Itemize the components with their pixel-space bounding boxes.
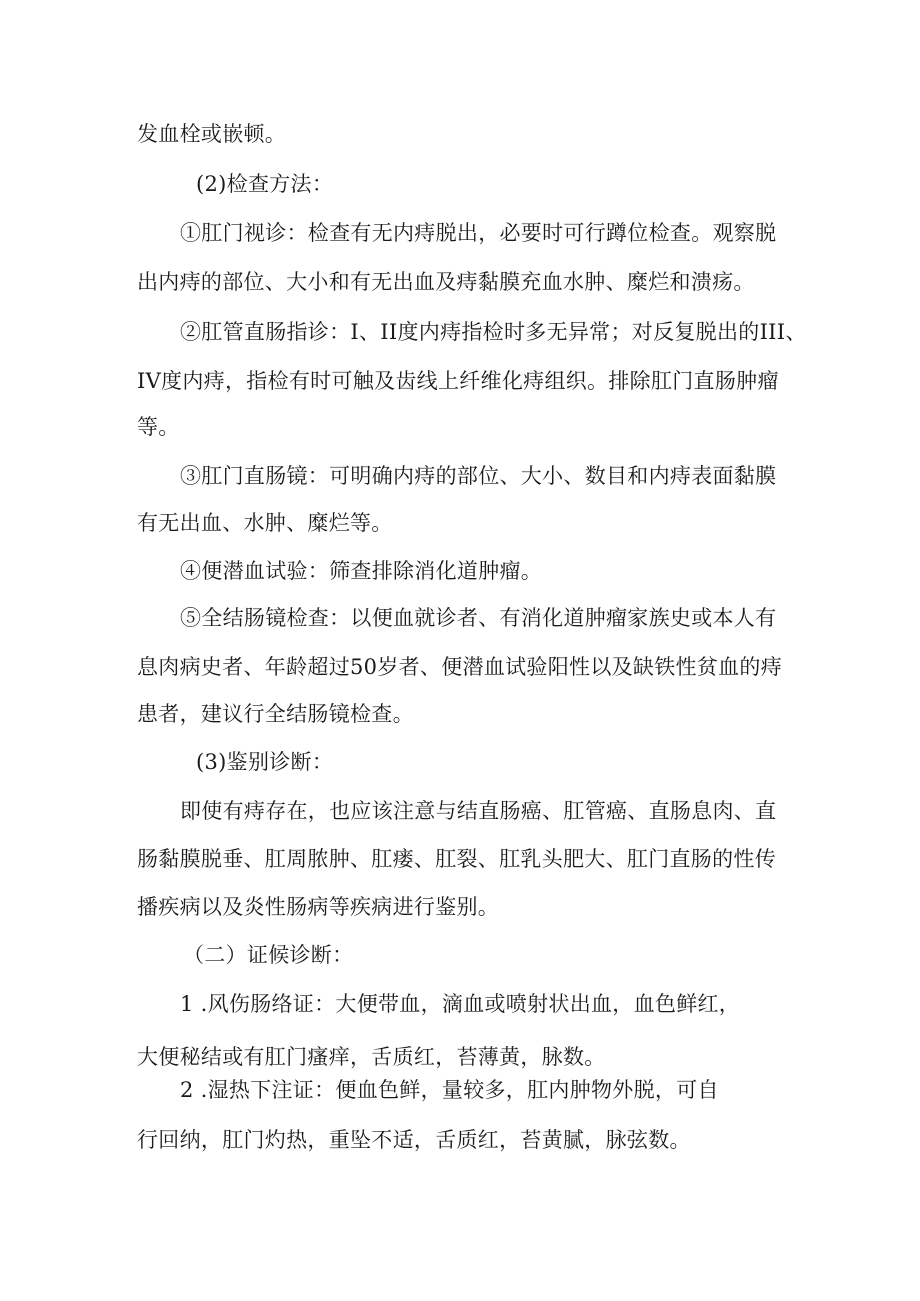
text-line: 出内痔的部位、大小和有无出血及痔黏膜充血水肿、糜烂和溃疡。: [137, 270, 755, 294]
text-line: 等。: [137, 415, 180, 439]
text-line: 大便秘结或有肛门瘙痒，舌质红，苔薄黄，脉数。: [137, 1045, 606, 1069]
text-line: IV度内痔，指检有时可触及齿线上纤维化痔组织。排除肛门直肠肿瘤: [137, 369, 779, 393]
text-line: 肠黏膜脱垂、肛周脓肿、肛瘘、肛裂、肛乳头肥大、肛门直肠的性传: [137, 847, 776, 871]
text-line: 行回纳，肛门灼热，重坠不适，舌质红，苔黄腻，脉弦数。: [137, 1128, 691, 1152]
text-line: ②肛管直肠指诊：I、II度内痔指检时多无异常；对反复脱出的III、: [180, 320, 807, 344]
text-line: ③肛门直肠镜：可明确内痔的部位、大小、数目和内痔表面黏膜: [180, 464, 777, 488]
text-line: 患者，建议行全结肠镜检查。: [137, 702, 414, 726]
list-item: 2 .湿热下注证：便血色鲜，量较多，肛内肿物外脱，可自: [180, 1078, 719, 1102]
text-line: 有无出血、水肿、糜烂等。: [137, 511, 393, 535]
text-line: 发血栓或嵌顿。: [137, 122, 287, 146]
text-line: ①肛门视诊：检查有无内痔脱出，必要时可行蹲位检查。观察脱: [180, 221, 777, 245]
section-heading-differential-diagnosis: (3)鉴别诊断：: [196, 750, 334, 774]
list-item: 1 .风伤肠络证：大便带血，滴血或喷射状出血，血色鲜红，: [180, 992, 741, 1016]
text-line: ⑤全结肠镜检查：以便血就诊者、有消化道肿瘤家族史或本人有: [180, 606, 777, 630]
text-line: 播疾病以及炎性肠病等疾病进行鉴别。: [137, 895, 500, 919]
text-line: 息肉病史者、年龄超过50岁者、便潜血试验阳性以及缺铁性贫血的痔: [137, 655, 783, 679]
text-line: ④便潜血试验：筛查排除消化道肿瘤。: [180, 559, 543, 583]
text-line: 即使有痔存在，也应该注意与结直肠癌、肛管癌、直肠息肉、直: [180, 799, 777, 823]
section-heading-syndrome-diagnosis: （二）证候诊断：: [183, 943, 354, 967]
section-heading-exam-methods: (2)检查方法：: [196, 172, 334, 196]
